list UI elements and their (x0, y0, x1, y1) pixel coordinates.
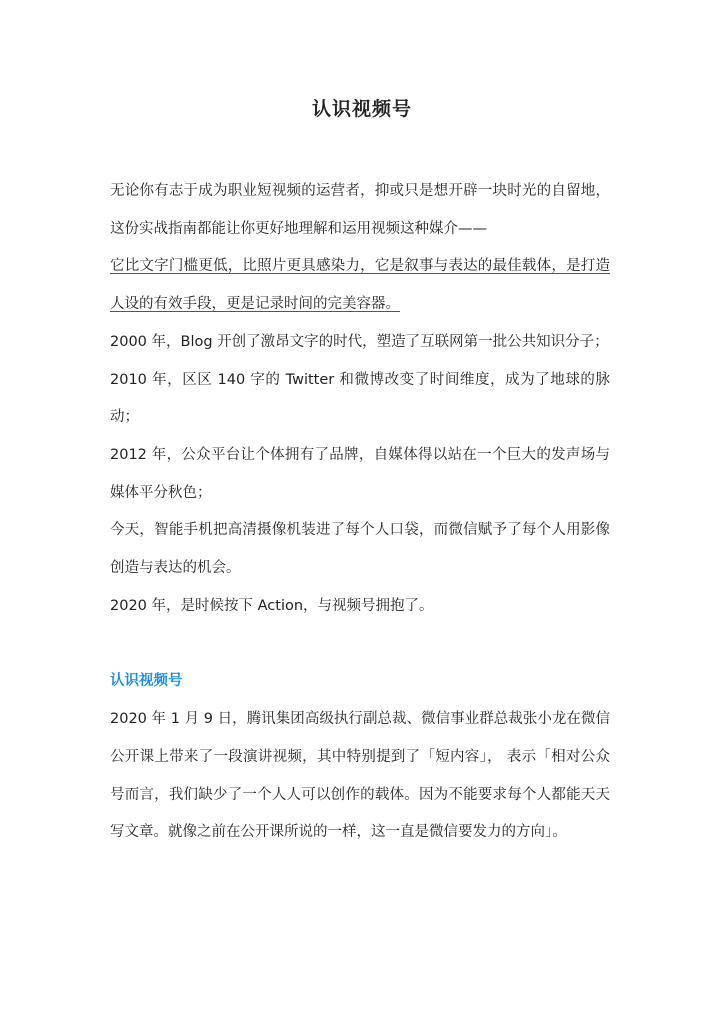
timeline-paragraph-2000: 2000 年，Blog 开创了激昂文字的时代，塑造了互联网第一批公共知识分子； (110, 333, 609, 350)
timeline-paragraph-2012: 2012 年，公众平台让个体拥有了品牌，自媒体得以站在一个巨大的发声场与媒体平分秋色； (110, 446, 610, 501)
section-heading: 认识视频号 (110, 673, 183, 690)
intro-paragraph: 无论你有志于成为职业短视频的运营者，抑或只是想开辟一块时光的自留地，这份实战指南都能让你更好地理解和运用视频这种媒介—— (110, 183, 610, 237)
section-body-paragraph: 2020 年 1 月 9 日，腾讯集团高级执行副总裁、微信事业群总裁张小龙在微信公开课上带来了一段演讲视频，其中特别提到了「短内容」， 表示「相对公众号而言，我们缺少了一个人人可以创作的载体。因为不能要求每个人都能天天写文章。就像之前在公开课所说的一样，这一直是微信要发力的方向」。 (110, 711, 610, 841)
timeline-paragraph-today: 今天，智能手机把高清摄像机装进了每个人口袋，而微信赋予了每个人用影像创造与表达的机会。 (110, 522, 610, 577)
document-body (110, 173, 610, 852)
timeline-paragraph-2020: 2020 年，是时候按下 Action，与视频号拥抱了。 (110, 597, 434, 614)
highlight-paragraph: 它比文字门槛更低，比照片更具感染力，它是叙事与表达的最佳载体，是打造人设的有效手段，更是记录时间的完美容器。 (110, 258, 610, 313)
page-title: 认识视频号 (311, 98, 412, 120)
timeline-paragraph-2010: 2010 年，区区 140 字的 Twitter 和微博改变了时间维度，成为了地球的脉动； (110, 371, 610, 426)
